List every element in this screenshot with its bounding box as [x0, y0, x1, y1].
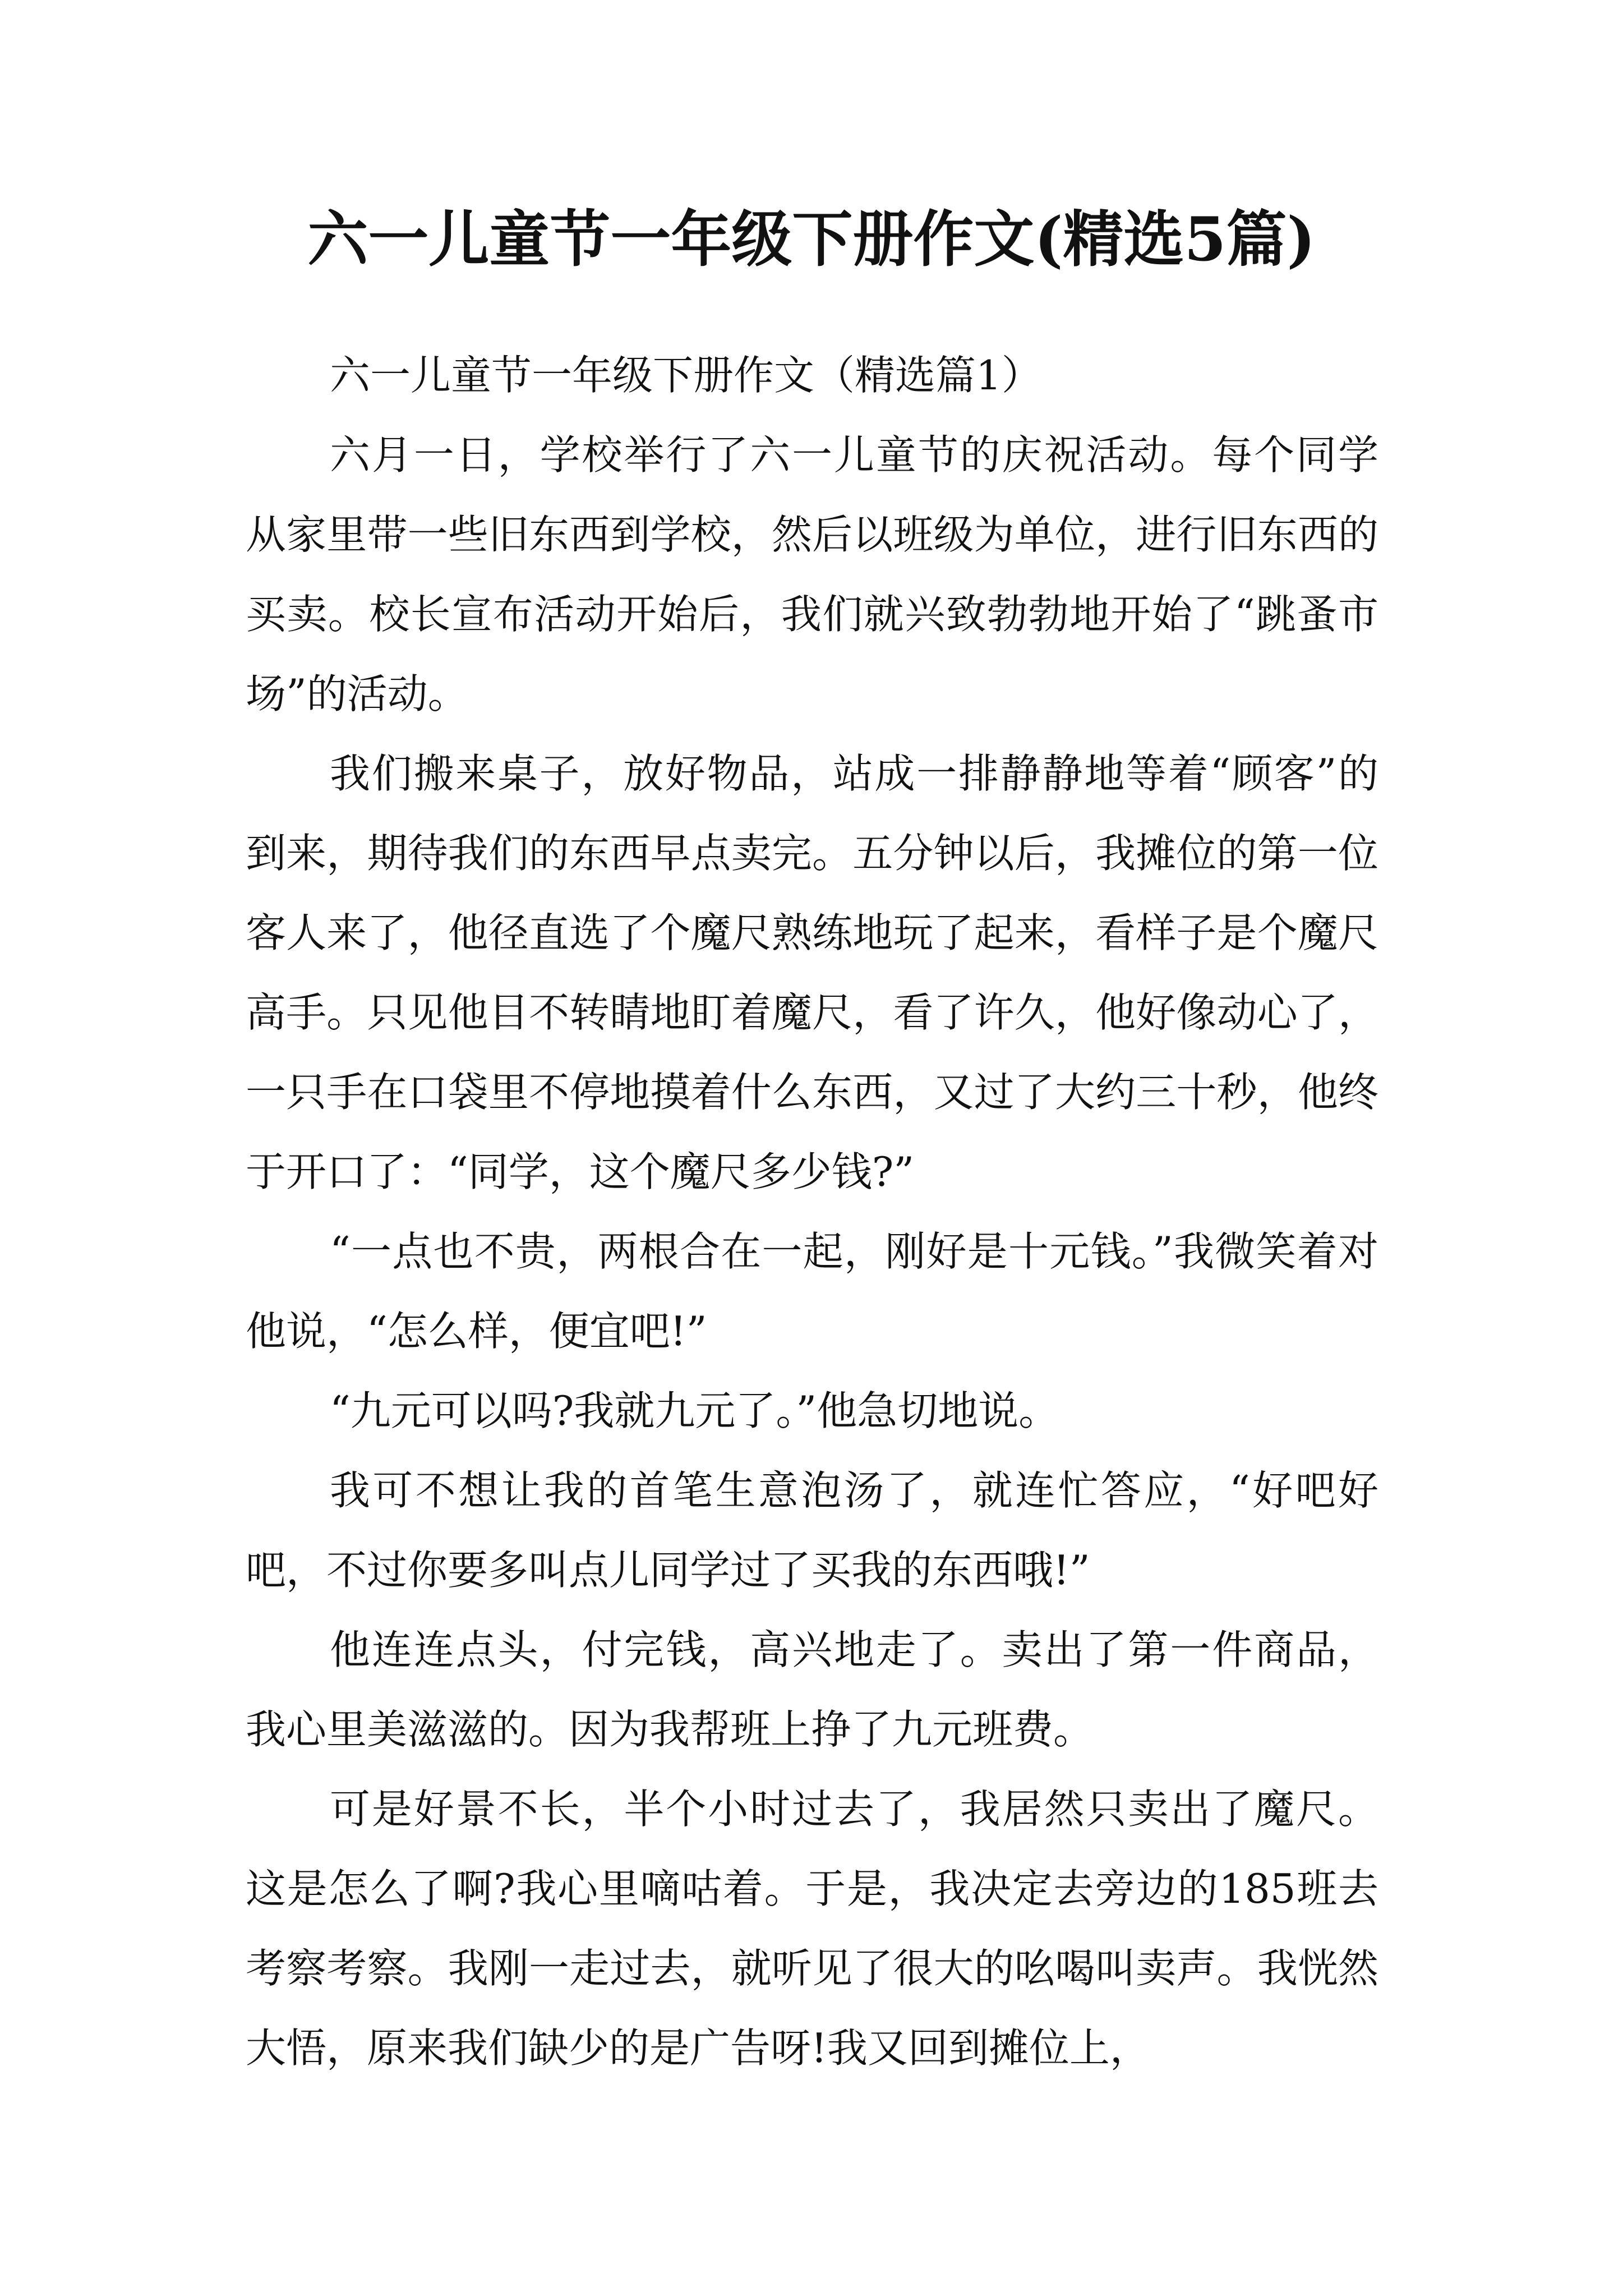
paragraph: 可是好景不长，半个小时过去了，我居然只卖出了魔尺。这是怎么了啊?我心里嘀咕着。于是，我决定去旁边的185班去考察考察。我刚一走过去，就听见了很大的吆喝叫卖声。我恍然大悟，原来我们缺少的是广告呀!我又回到摊位上， — [246, 1786, 1378, 2072]
document-body — [246, 335, 1378, 2088]
section-heading: 六一儿童节一年级下册作文（精选篇1） — [330, 352, 1042, 399]
paragraph: 我可不想让我的首笔生意泡汤了，就连忙答应，“好吧好吧，不过你要多叫点儿同学过了买我的东西哦!” — [246, 1467, 1378, 1594]
paragraph: 六月一日，学校举行了六一儿童节的庆祝活动。每个同学从家里带一些旧东西到学校，然后以班级为单位，进行旧东西的买卖。校长宣布活动开始后，我们就兴致勃勃地开始了“跳蚤市场”的活动。 — [246, 431, 1378, 717]
paragraph: 他连连点头，付完钱，高兴地走了。卖出了第一件商品，我心里美滋滋的。因为我帮班上挣了九元班费。 — [246, 1626, 1378, 1753]
paragraph: “一点也不贵，两根合在一起，刚好是十元钱。”我微笑着对他说，“怎么样，便宜吧!” — [246, 1228, 1378, 1355]
paragraph: 我们搬来桌子，放好物品，站成一排静静地等着“顾客”的到来，期待我们的东西早点卖完。五分钟以后，我摊位的第一位客人来了，他径直选了个魔尺熟练地玩了起来，看样子是个魔尺高手。只见他目不转睛地盯着魔尺，看了许久，他好像动心了，一只手在口袋里不停地摸着什么东西，又过了大约三十秒，他终于开口了：“同学，这个魔尺多少钱?” — [246, 750, 1378, 1195]
document-title: 六一儿童节一年级下册作文(精选5篇) — [307, 204, 1316, 275]
paragraph: “九元可以吗?我就九元了。”他急切地说。 — [330, 1387, 1059, 1434]
